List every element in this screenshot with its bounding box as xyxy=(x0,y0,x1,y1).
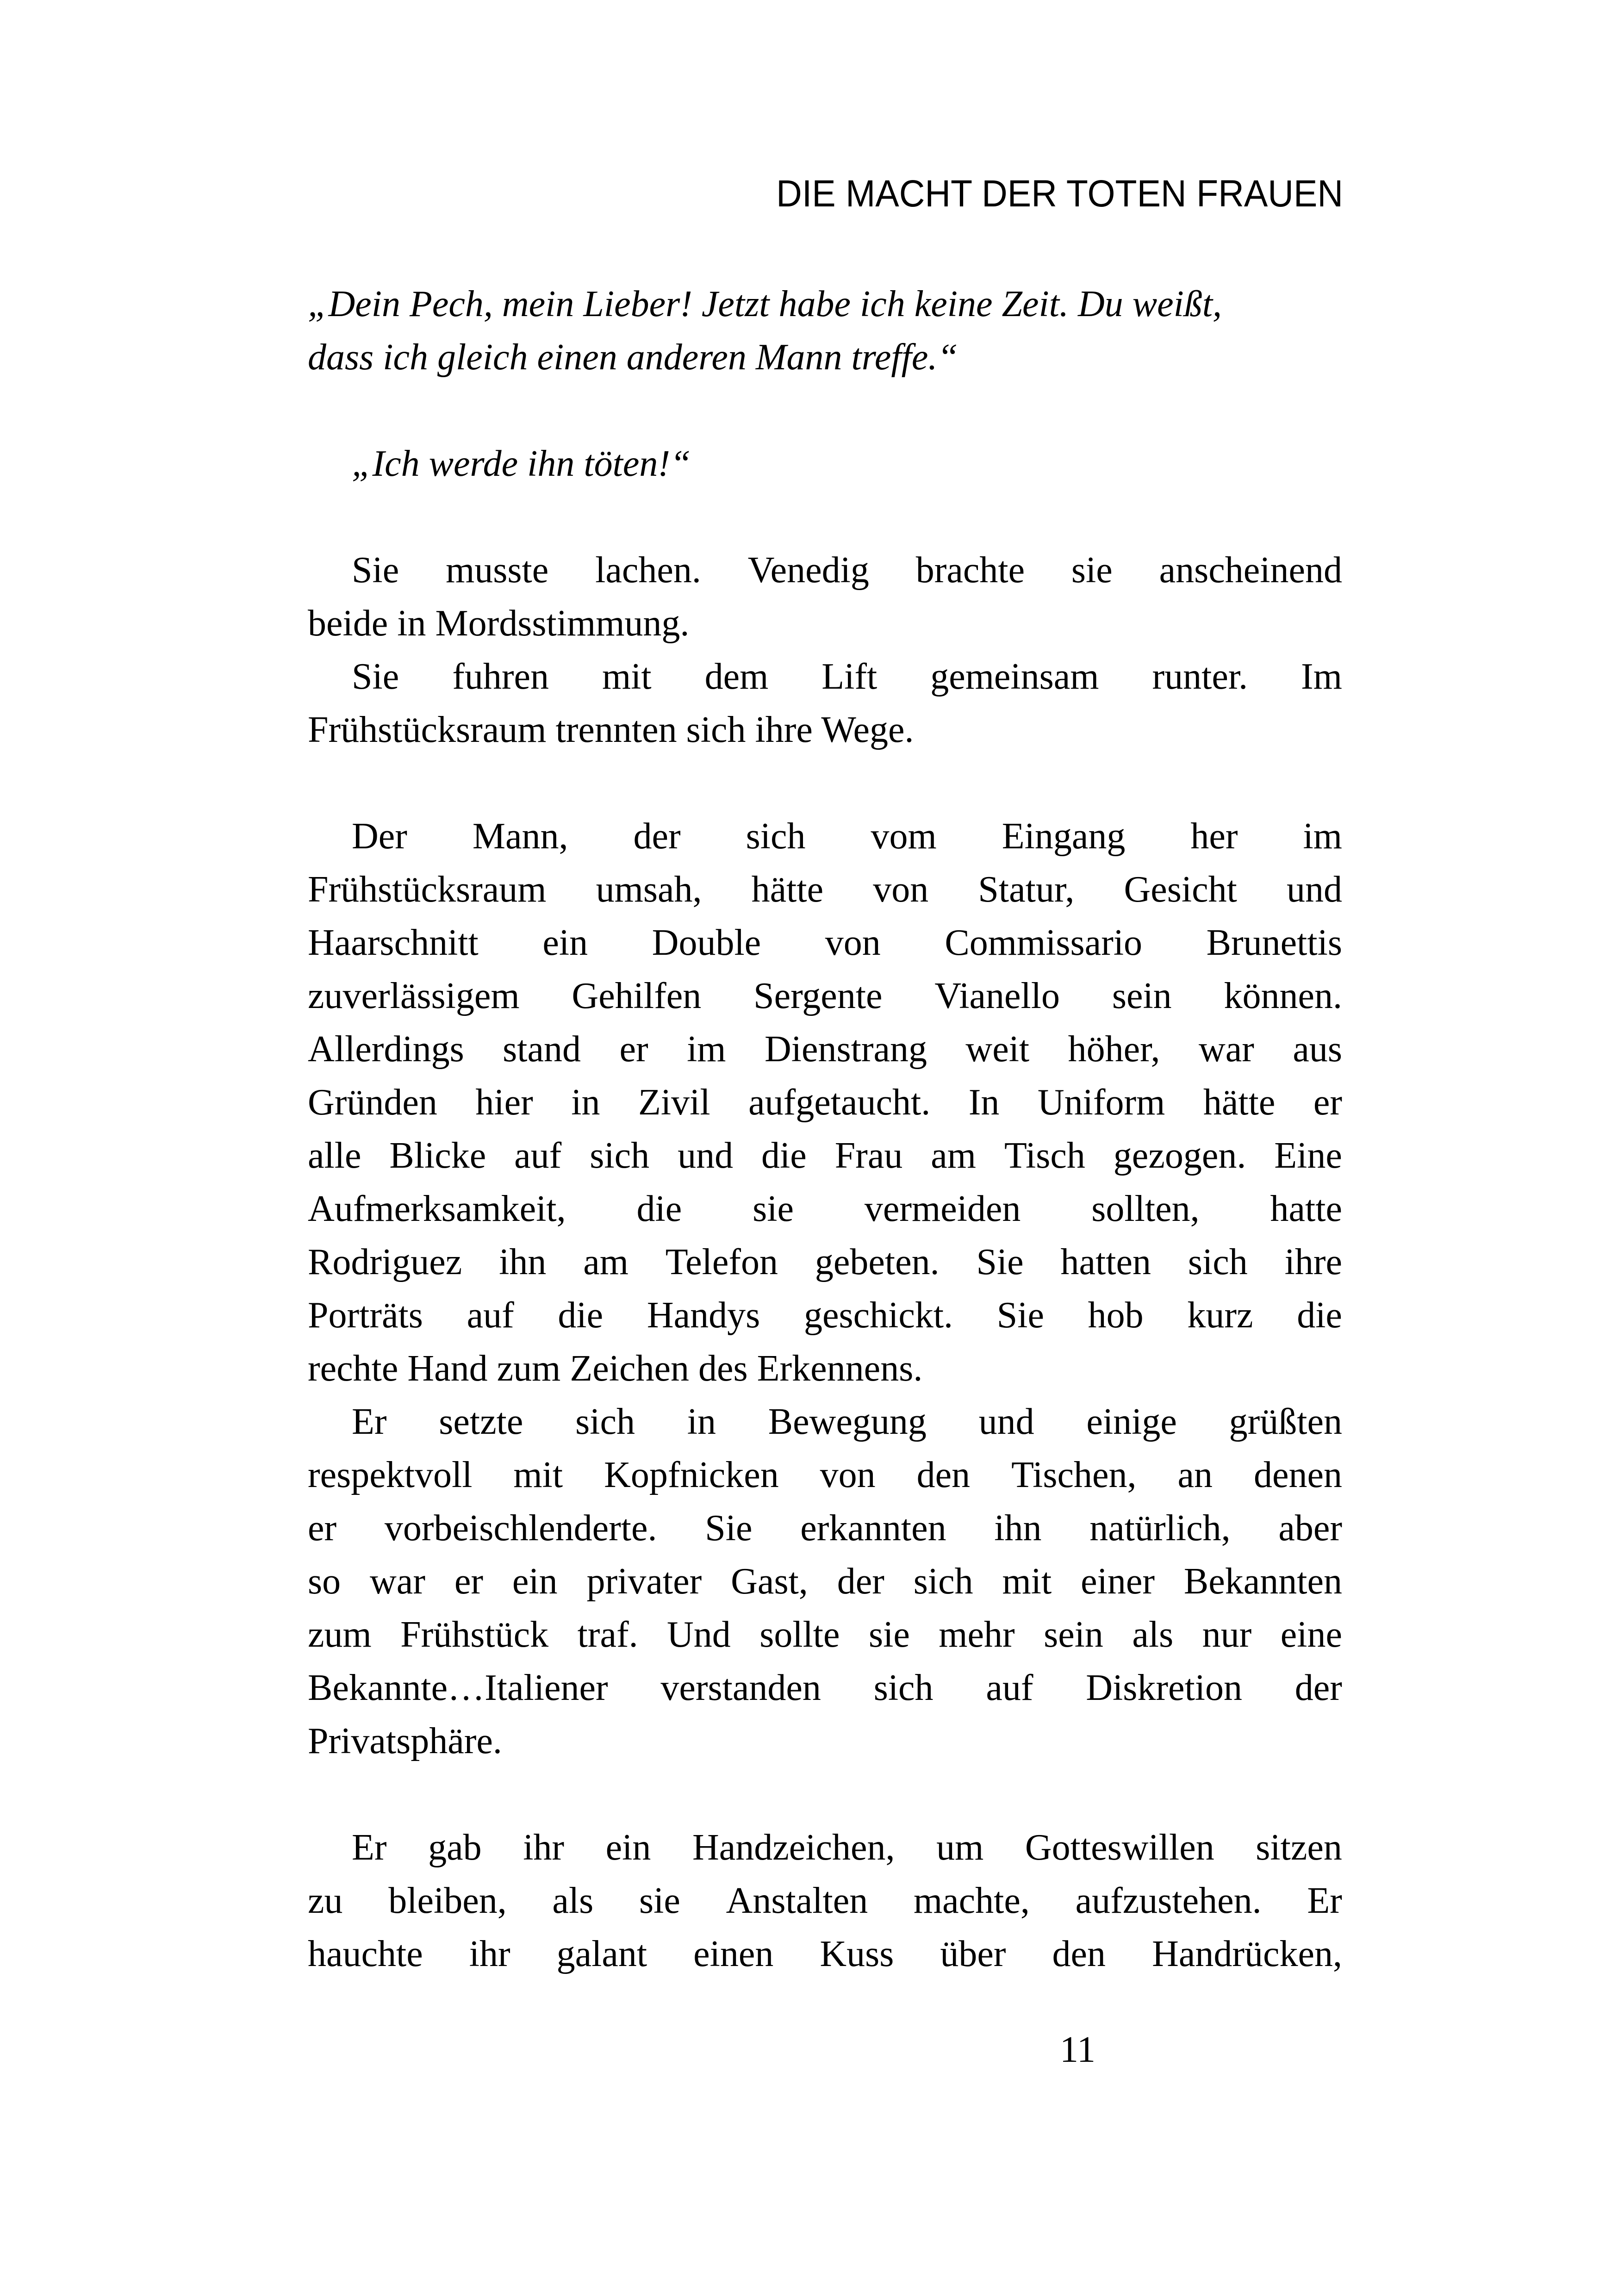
word: geschickt. xyxy=(803,1295,953,1336)
word: die xyxy=(761,1135,807,1176)
word: fuhren xyxy=(452,656,549,697)
word: Brunettis xyxy=(1206,922,1342,963)
word: brachte xyxy=(915,550,1025,591)
word: Mann, xyxy=(472,816,568,857)
word: am xyxy=(931,1135,976,1176)
word: mehr xyxy=(939,1614,1015,1655)
word: einige xyxy=(1086,1401,1177,1442)
word: zum xyxy=(308,1614,372,1655)
word: Sie xyxy=(976,1242,1024,1282)
word: sich xyxy=(1188,1242,1248,1282)
word: können. xyxy=(1224,976,1342,1016)
word: die xyxy=(636,1188,682,1229)
word: aber xyxy=(1278,1508,1342,1549)
word: eine xyxy=(1280,1614,1342,1655)
word: die xyxy=(1297,1295,1342,1336)
word: Gesicht xyxy=(1124,869,1237,910)
word: bleiben, xyxy=(388,1880,507,1921)
word: sollte xyxy=(759,1614,840,1655)
word: ihn xyxy=(499,1242,547,1282)
word: Gehilfen xyxy=(572,976,702,1016)
word: gezogen. xyxy=(1113,1135,1246,1176)
word: aufgetaucht. xyxy=(748,1082,931,1123)
word: kurz xyxy=(1187,1295,1253,1336)
word: natürlich, xyxy=(1089,1508,1231,1549)
word: her xyxy=(1190,816,1238,857)
word: Sie xyxy=(352,550,399,591)
word: den xyxy=(916,1455,971,1495)
word: in xyxy=(571,1082,600,1123)
text-line xyxy=(308,1821,1342,1874)
word: so xyxy=(308,1561,341,1602)
text-line: „Dein Pech, mein Lieber! Jetzt habe ich keine Zeit. Du weißt, xyxy=(308,284,1222,324)
word: Handzeichen, xyxy=(692,1827,895,1868)
word: ihr xyxy=(469,1934,510,1974)
word: Lift xyxy=(821,656,877,697)
word: musste xyxy=(446,550,549,591)
word: in xyxy=(687,1401,716,1442)
word: sich xyxy=(873,1668,933,1708)
word: war xyxy=(1198,1029,1254,1070)
text-line: dass ich gleich einen anderen Mann treffe.“ xyxy=(308,337,958,378)
word: sitzen xyxy=(1256,1827,1342,1868)
word: ihn xyxy=(994,1508,1042,1549)
text-line xyxy=(308,1182,1342,1236)
paragraph xyxy=(308,437,1342,491)
word: gebeten. xyxy=(815,1242,940,1282)
word: Frau xyxy=(834,1135,903,1176)
word: Telefon xyxy=(665,1242,778,1282)
word: zuverlässigem xyxy=(308,976,520,1016)
word: Porträts xyxy=(308,1295,423,1336)
word: weit xyxy=(965,1029,1030,1070)
word: ein xyxy=(542,922,588,963)
word: Und xyxy=(667,1614,731,1655)
word: Frühstück xyxy=(400,1614,549,1655)
paragraph xyxy=(308,810,1342,1395)
word: Rodriguez xyxy=(308,1242,462,1282)
word: ein xyxy=(605,1827,651,1868)
word: Frühstücksraum xyxy=(308,869,547,910)
word: am xyxy=(583,1242,629,1282)
word: privater xyxy=(586,1561,702,1602)
word: sein xyxy=(1044,1614,1103,1655)
word: runter. xyxy=(1152,656,1248,697)
word: sie xyxy=(753,1188,794,1229)
word: Anstalten xyxy=(726,1880,868,1921)
word: sollten, xyxy=(1091,1188,1200,1229)
text-line: rechte Hand zum Zeichen des Erkennens. xyxy=(308,1348,923,1389)
word: nur xyxy=(1202,1614,1252,1655)
word: er xyxy=(308,1508,337,1549)
word: Er xyxy=(1307,1880,1342,1921)
word: Zivil xyxy=(638,1082,710,1123)
word: sich xyxy=(590,1135,650,1176)
word: erkannten xyxy=(800,1508,946,1549)
word: er xyxy=(1313,1082,1342,1123)
text-line xyxy=(308,1023,1342,1076)
word: war xyxy=(370,1561,425,1602)
word: ihr xyxy=(523,1827,565,1868)
text-line xyxy=(308,1076,1342,1129)
word: höher, xyxy=(1068,1029,1160,1070)
word: als xyxy=(1132,1614,1174,1655)
word: Bekannte…Italiener xyxy=(308,1668,608,1708)
page-number: 11 xyxy=(1060,2029,1096,2070)
word: hätte xyxy=(751,869,824,910)
word: Sergente xyxy=(753,976,883,1016)
word: Er xyxy=(352,1401,387,1442)
paragraph xyxy=(308,1821,1342,1981)
word: Der xyxy=(352,816,407,857)
word: hob xyxy=(1088,1295,1144,1336)
word: Aufmerksamkeit, xyxy=(308,1188,566,1229)
word: galant xyxy=(556,1934,647,1974)
word: den xyxy=(1052,1934,1106,1974)
word: er xyxy=(619,1029,648,1070)
word: um xyxy=(936,1827,984,1868)
word: der xyxy=(1294,1668,1342,1708)
word: auf xyxy=(467,1295,514,1336)
word: gab xyxy=(428,1827,482,1868)
word: Kopfnicken xyxy=(604,1455,779,1495)
word: aus xyxy=(1293,1029,1342,1070)
text-line xyxy=(308,1449,1342,1502)
word: respektvoll xyxy=(308,1455,473,1495)
word: die xyxy=(558,1295,604,1336)
word: Tisch xyxy=(1004,1135,1085,1176)
word: einer xyxy=(1081,1561,1155,1602)
word: Eingang xyxy=(1002,816,1126,857)
text-line: Frühstücksraum trennten sich ihre Wege. xyxy=(308,709,914,750)
word: denen xyxy=(1253,1455,1342,1495)
word: und xyxy=(678,1135,734,1176)
word: Vianello xyxy=(934,976,1060,1016)
word: Gast, xyxy=(731,1561,808,1602)
text-line xyxy=(308,863,1342,916)
word: traf. xyxy=(577,1614,638,1655)
text-line xyxy=(308,1874,1342,1928)
word: und xyxy=(978,1401,1034,1442)
word: vermeiden xyxy=(864,1188,1021,1229)
text-line xyxy=(308,916,1342,970)
word: Er xyxy=(352,1827,387,1868)
word: Haarschnitt xyxy=(308,922,479,963)
word: hätte xyxy=(1203,1082,1276,1123)
word: sie xyxy=(1071,550,1113,591)
word: Bewegung xyxy=(768,1401,927,1442)
word: auf xyxy=(514,1135,562,1176)
word: ein xyxy=(512,1561,558,1602)
word: Commissario xyxy=(945,922,1143,963)
text-line xyxy=(308,1608,1342,1661)
word: über xyxy=(940,1934,1006,1974)
word: lachen. xyxy=(595,550,701,591)
word: an xyxy=(1177,1455,1213,1495)
text-line xyxy=(308,1661,1342,1715)
word: mit xyxy=(602,656,652,697)
word: im xyxy=(687,1029,726,1070)
word: sich xyxy=(746,816,806,857)
word: anscheinend xyxy=(1159,550,1342,591)
word: von xyxy=(825,922,881,963)
word: Tischen, xyxy=(1011,1455,1137,1495)
word: hatte xyxy=(1270,1188,1342,1229)
word: hier xyxy=(475,1082,533,1123)
text-line xyxy=(308,1289,1342,1342)
word: sich xyxy=(913,1561,973,1602)
paragraph xyxy=(308,1395,1342,1768)
text-line xyxy=(308,1555,1342,1608)
word: auf xyxy=(986,1668,1033,1708)
paragraph xyxy=(308,544,1342,650)
word: grüßten xyxy=(1229,1401,1342,1442)
paragraph xyxy=(308,650,1342,757)
text-block xyxy=(308,278,1342,1981)
word: Handrücken, xyxy=(1152,1934,1342,1974)
word: dem xyxy=(704,656,769,697)
word: hatten xyxy=(1060,1242,1151,1282)
word: Sie xyxy=(996,1295,1044,1336)
word: umsah, xyxy=(596,869,702,910)
word: gemeinsam xyxy=(930,656,1099,697)
word: Venedig xyxy=(747,550,869,591)
running-header: DIE MACHT DER TOTEN FRAUEN xyxy=(776,173,1343,215)
word: Kuss xyxy=(820,1934,894,1974)
word: In xyxy=(968,1082,1000,1123)
text-line: Privatsphäre. xyxy=(308,1721,502,1761)
word: Eine xyxy=(1274,1135,1342,1176)
word: zu xyxy=(308,1880,343,1921)
word: Diskretion xyxy=(1086,1668,1243,1708)
word: sich xyxy=(575,1401,635,1442)
paragraph xyxy=(308,278,1342,384)
text-line xyxy=(308,1502,1342,1555)
word: mit xyxy=(1002,1561,1052,1602)
word: machte, xyxy=(913,1880,1030,1921)
word: im xyxy=(1303,816,1342,857)
word: und xyxy=(1286,869,1342,910)
word: hauchte xyxy=(308,1934,423,1974)
word: Sie xyxy=(352,656,399,697)
text-line xyxy=(308,1395,1342,1449)
text-line xyxy=(308,970,1342,1023)
text-line xyxy=(308,650,1342,703)
word: Allerdings xyxy=(308,1029,464,1070)
word: Dienstrang xyxy=(764,1029,927,1070)
word: ihre xyxy=(1284,1242,1342,1282)
word: der xyxy=(837,1561,884,1602)
text-line xyxy=(308,810,1342,863)
word: mit xyxy=(513,1455,563,1495)
word: stand xyxy=(503,1029,581,1070)
word: Im xyxy=(1301,656,1342,697)
word: sein xyxy=(1112,976,1172,1016)
word: setzte xyxy=(439,1401,523,1442)
word: alle xyxy=(308,1135,361,1176)
text-line: beide in Mordsstimmung. xyxy=(308,603,690,644)
word: sie xyxy=(868,1614,910,1655)
word: Gründen xyxy=(308,1082,437,1123)
word: verstanden xyxy=(660,1668,821,1708)
word: Sie xyxy=(705,1508,753,1549)
word: der xyxy=(633,816,681,857)
word: aufzustehen. xyxy=(1075,1880,1262,1921)
word: vom xyxy=(871,816,937,857)
word: von xyxy=(873,869,929,910)
text-line xyxy=(308,1129,1342,1182)
word: Uniform xyxy=(1037,1082,1165,1123)
word: Statur, xyxy=(978,869,1075,910)
word: als xyxy=(552,1880,594,1921)
text-line xyxy=(308,544,1342,597)
word: sie xyxy=(639,1880,680,1921)
word: vorbeischlenderte. xyxy=(384,1508,657,1549)
word: Blicke xyxy=(389,1135,486,1176)
word: Handys xyxy=(647,1295,760,1336)
word: von xyxy=(820,1455,876,1495)
text-line: „Ich werde ihn töten!“ xyxy=(352,443,691,484)
text-line xyxy=(308,1928,1342,1981)
word: Gotteswillen xyxy=(1025,1827,1214,1868)
word: Bekannten xyxy=(1183,1561,1342,1602)
word: einen xyxy=(693,1934,774,1974)
word: Double xyxy=(652,922,761,963)
word: er xyxy=(454,1561,483,1602)
text-line xyxy=(308,1236,1342,1289)
